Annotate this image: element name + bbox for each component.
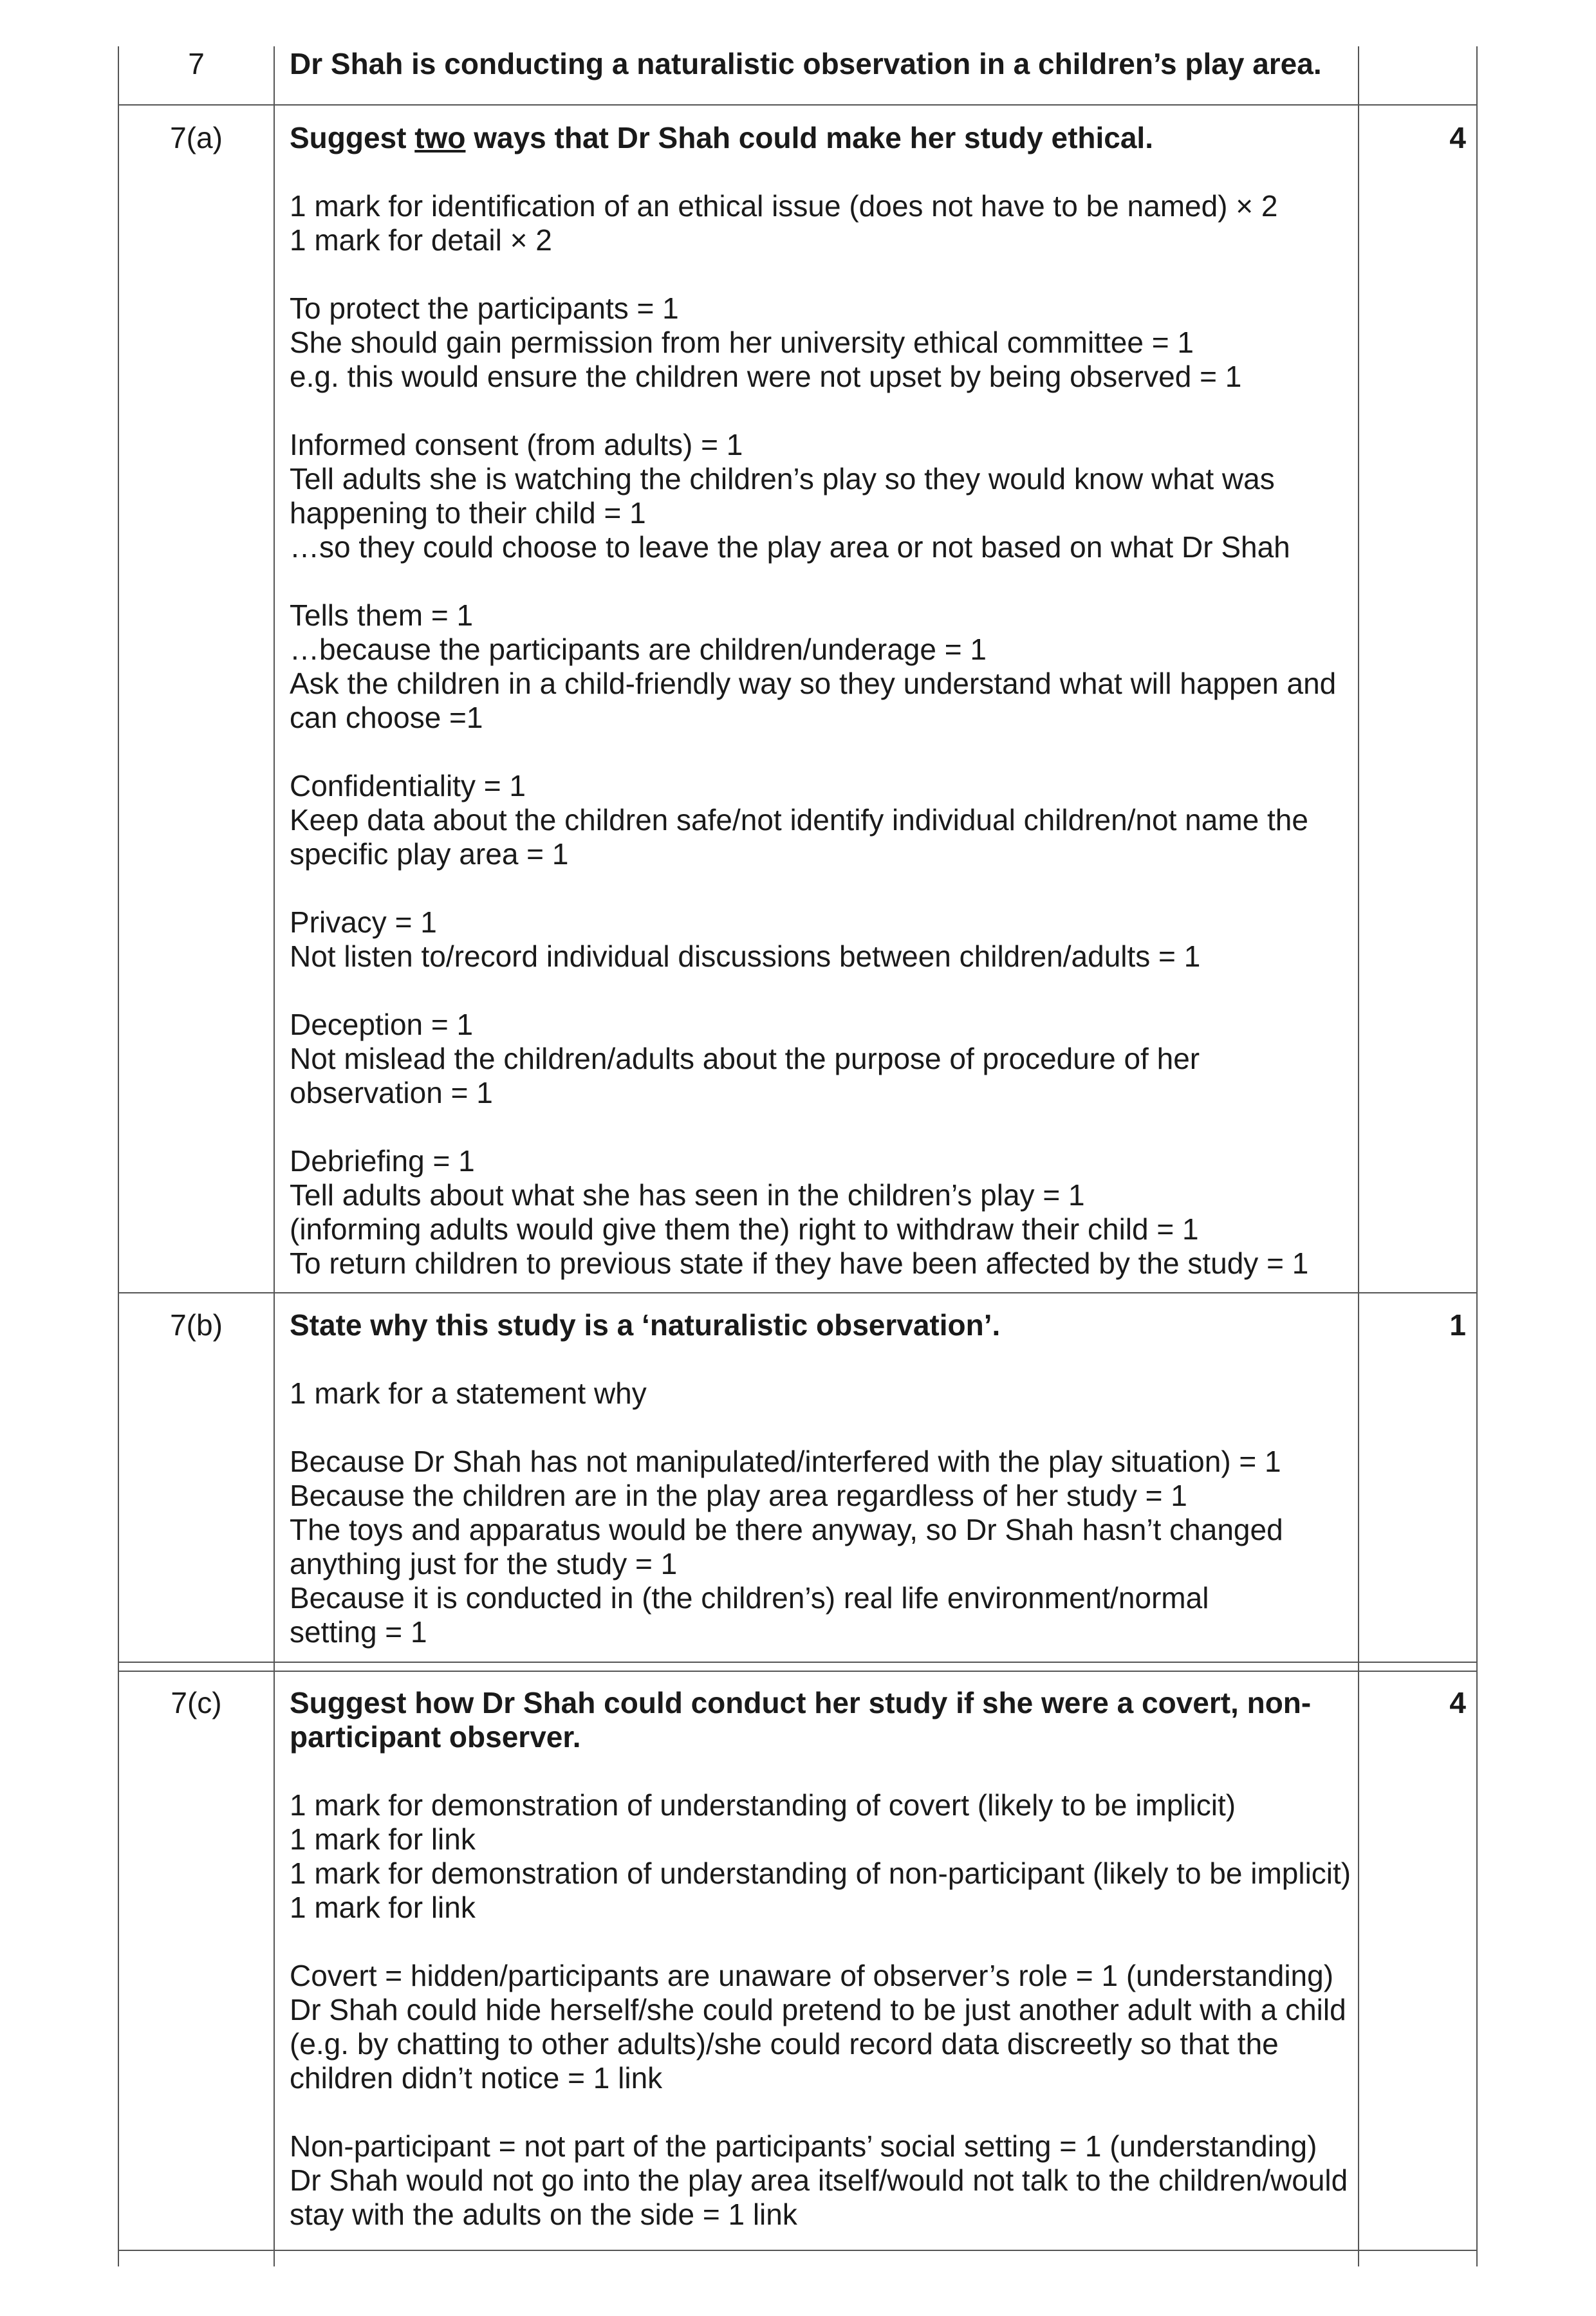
answer-paragraph [290, 1445, 1351, 1649]
part-answer-7c [290, 1686, 1351, 2232]
answer-line: Informed consent (from adults) = 1 [290, 428, 743, 461]
question-line: participant observer. [290, 1720, 581, 1754]
answer-line: Because Dr Shah has not manipulated/interfered with the play situation) = 1 [290, 1445, 1281, 1478]
answer-line: Tells them = 1 [290, 598, 474, 632]
part-label-7c: 7(c) [171, 1686, 222, 1719]
answer-line: observation = 1 [290, 1076, 493, 1109]
part-marks-7a: 4 [1449, 121, 1466, 154]
answer-line: Dr Shah would not go into the play area itself/would not talk to the children/would [290, 2163, 1348, 2197]
answer-line: Non-participant = not part of the participants’ social setting = 1 (understanding) [290, 2129, 1317, 2163]
row-divider [118, 104, 1478, 106]
answer-line: 1 mark for demonstration of understanding of covert (likely to be implicit) [290, 1788, 1236, 1822]
row-divider [118, 1671, 1478, 1672]
answer-line: 1 mark for link [290, 1822, 476, 1856]
answer-line: To return children to previous state if they have been affected by the study = 1 [290, 1246, 1309, 1280]
answer-paragraph [290, 2129, 1351, 2232]
answer-line: Not mislead the children/adults about the purpose of procedure of her [290, 1042, 1200, 1075]
answer-line: To protect the participants = 1 [290, 292, 679, 325]
answer-line: 1 mark for link [290, 1891, 476, 1924]
answer-paragraph [290, 189, 1351, 257]
answer-line: anything just for the study = 1 [290, 1547, 678, 1580]
answer-line: can choose =1 [290, 701, 483, 734]
answer-line: …because the participants are children/underage = 1 [290, 633, 987, 666]
answer-paragraph [290, 1788, 1351, 1925]
answer-paragraph [290, 1144, 1351, 1281]
answer-line: She should gain permission from her university ethical committee = 1 [290, 326, 1194, 359]
answer-line: 1 mark for identification of an ethical issue (does not have to be named) × 2 [290, 189, 1278, 223]
answer-line: Confidentiality = 1 [290, 769, 526, 802]
part-answer-7a [290, 121, 1351, 1281]
answer-line: 1 mark for a statement why [290, 1376, 647, 1410]
question-line: Suggest how Dr Shah could conduct her study if she were a covert, non- [290, 1686, 1312, 1719]
question-stem: Dr Shah is conducting a naturalistic observation in a children’s play area. [290, 47, 1322, 80]
answer-paragraphs [290, 1376, 1351, 1649]
row-divider [118, 1662, 1478, 1663]
answer-line: Covert = hidden/participants are unaware of observer’s role = 1 (understanding) [290, 1959, 1334, 1992]
answer-line: Because the children are in the play area regardless of her study = 1 [290, 1479, 1187, 1512]
row-divider [118, 2250, 1478, 2251]
answer-line: Debriefing = 1 [290, 1144, 475, 1178]
answer-line: 1 mark for detail × 2 [290, 223, 552, 257]
answer-paragraphs [290, 1788, 1351, 2232]
answer-line: Deception = 1 [290, 1008, 474, 1041]
answer-paragraph [290, 428, 1351, 564]
answer-paragraph [290, 769, 1351, 871]
answer-paragraph [290, 1959, 1351, 2095]
emphasis-two: two [414, 121, 466, 154]
part-answer-7b [290, 1308, 1351, 1649]
answer-line: 1 mark for demonstration of understanding of non-participant (likely to be implicit) [290, 1857, 1351, 1890]
question-text-7b [290, 1308, 1351, 1342]
answer-line: children didn’t notice = 1 link [290, 2061, 663, 2095]
part-marks-7c: 4 [1449, 1686, 1466, 1719]
table-divider-marks [1358, 46, 1359, 2266]
answer-line: Tell adults about what she has seen in the children’s play = 1 [290, 1178, 1085, 1212]
table-border-right [1476, 46, 1478, 2266]
part-label-7a: 7(a) [170, 121, 223, 154]
table-divider-question [274, 46, 275, 2266]
answer-line: e.g. this would ensure the children were not upset by being observed = 1 [290, 360, 1242, 393]
answer-line: Tell adults she is watching the children’s play so they would know what was [290, 462, 1275, 496]
question-text-7a: Suggest two ways that Dr Shah could make her study ethical. [290, 121, 1153, 154]
answer-line: specific play area = 1 [290, 837, 569, 871]
answer-line: (informing adults would give them the) right to withdraw their child = 1 [290, 1212, 1199, 1246]
answer-line: Not listen to/record individual discussions between children/adults = 1 [290, 940, 1201, 973]
question-line: State why this study is a ‘naturalistic observation’. [290, 1308, 1001, 1342]
answer-line: Privacy = 1 [290, 905, 437, 939]
row-divider [118, 1292, 1478, 1293]
answer-paragraph [290, 1008, 1351, 1110]
question-number: 7 [188, 47, 205, 80]
answer-line: Keep data about the children safe/not identify individual children/not name the [290, 803, 1308, 837]
answer-line: (e.g. by chatting to other adults)/she could record data discreetly so that the [290, 2027, 1279, 2061]
answer-line: Ask the children in a child-friendly way so they understand what will happen and [290, 667, 1337, 700]
answer-paragraph [290, 1376, 1351, 1411]
part-label-7b: 7(b) [170, 1308, 223, 1342]
answer-paragraph [290, 598, 1351, 735]
answer-line: The toys and apparatus would be there anyway, so Dr Shah hasn’t changed [290, 1513, 1283, 1546]
answer-line: Because it is conducted in (the children’s) real life environment/normal [290, 1581, 1209, 1615]
answer-paragraph [290, 292, 1351, 394]
answer-line: setting = 1 [290, 1615, 427, 1649]
table-border-left [118, 46, 119, 2266]
answer-paragraph [290, 905, 1351, 974]
answer-line: stay with the adults on the side = 1 link [290, 2198, 797, 2231]
answer-line: happening to their child = 1 [290, 496, 646, 530]
question-text-7c [290, 1686, 1351, 1754]
part-marks-7b: 1 [1449, 1308, 1466, 1342]
answer-line: …so they could choose to leave the play area or not based on what Dr Shah [290, 530, 1290, 564]
answer-paragraphs [290, 189, 1351, 1281]
answer-line: Dr Shah could hide herself/she could pretend to be just another adult with a child [290, 1993, 1346, 2026]
